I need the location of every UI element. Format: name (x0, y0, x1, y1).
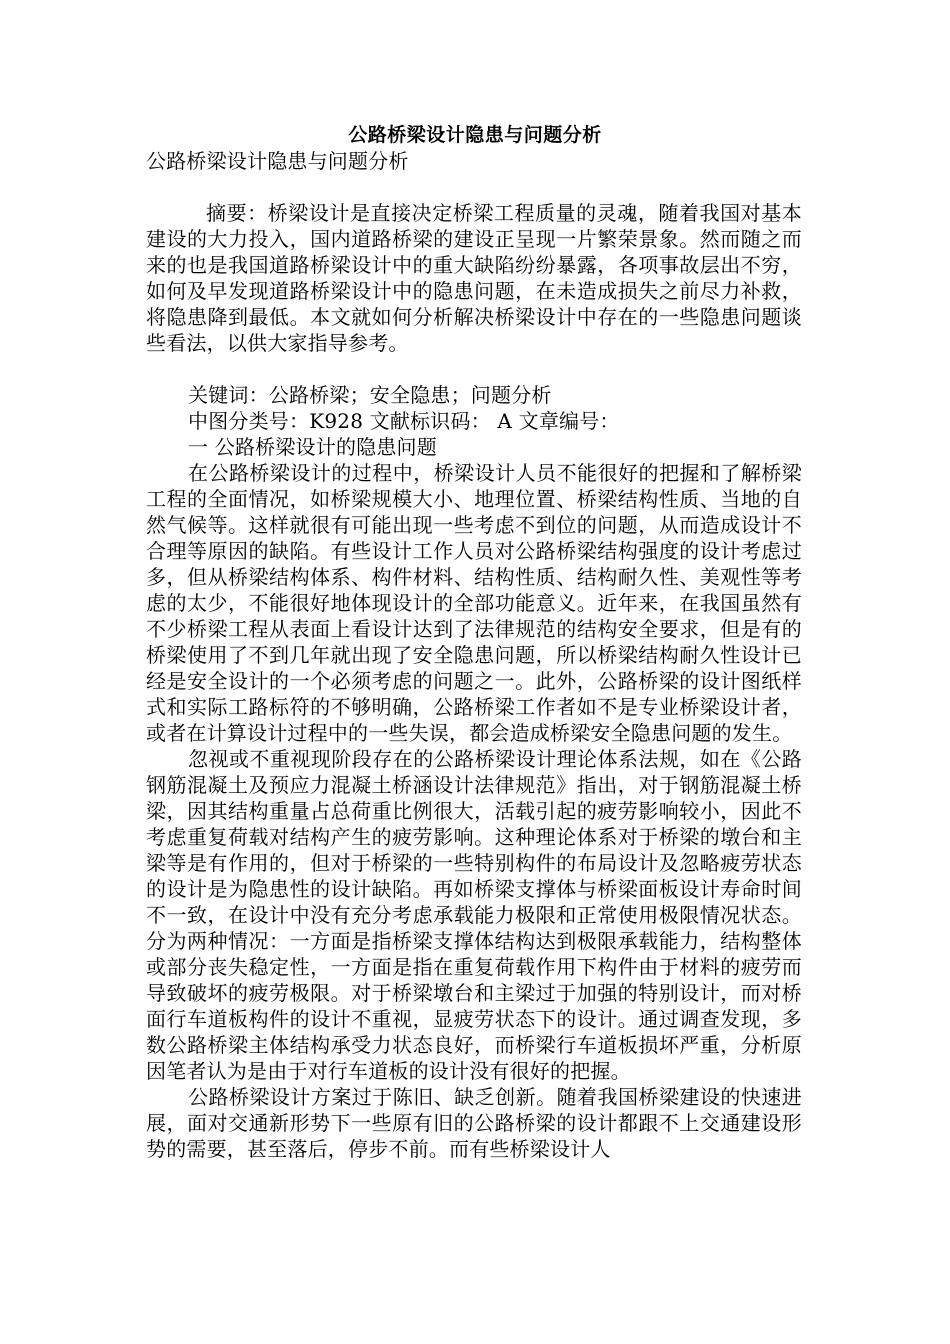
body-paragraph-3: 公路桥梁设计方案过于陈旧、缺乏创新。随着我国桥梁建设的快速进展，面对交通新形势下一些原有旧的公路桥梁的设计都跟不上交通建设形势的需要，甚至落后，停步不前。而有些桥梁设计人 (146, 1085, 802, 1161)
body-paragraph-2: 忽视或不重视现阶段存在的公路桥梁设计理论体系法规，如在《公路钢筋混凝土及预应力混凝土桥涵设计法律规范》指出，对于钢筋混凝土桥梁，因其结构重量占总荷重比例很大，活载引起的疲劳影响较小，因此不考虑重复荷载对结构产生的疲劳影响。这种理论体系对于桥梁的墩台和主梁等是有作用的，但对于桥梁的一些特别构件的布局设计及忽略疲劳状态的设计是为隐患性的设计缺陷。再如桥梁支撑体与桥梁面板设计寿命时间不一致，在设计中没有充分考虑承载能力极限和正常使用极限情况状态。分为两种情况：一方面是指桥梁支撑体结构达到极限承载能力，结构整体或部分丧失稳定性，一方面是指在重复荷载作用下构件由于材料的疲劳而导致破坏的疲劳极限。对于桥梁墩台和主梁过于加强的特别设计，而对桥面行车道板构件的设计不重视，显疲劳状态下的设计。通过调查发现，多数公路桥梁主体结构承受力状态良好，而桥梁行车道板损坏严重，分析原因笔者认为是由于对行车道板的设计没有很好的把握。 (146, 747, 802, 1083)
spacer (146, 174, 802, 200)
body-paragraph-1: 在公路桥梁设计的过程中，桥梁设计人员不能很好的把握和了解桥梁工程的全面情况，如桥梁规模大小、地理位置、桥梁结构性质、当地的自然气候等。这样就很有可能出现一些考虑不到位的问题，从而造成设计不合理等原因的缺陷。有些设计工作人员对公路桥梁结构强度的设计考虑过多，但从桥梁结构体系、构件材料、结构性质、结构耐久性、美观性等考虑的太少，不能很好地体现设计的全部功能意义。近年来，在我国虽然有不少桥梁工程从表面上看设计达到了法律规范的结构安全要求，但是有的桥梁使用了不到几年就出现了安全隐患问题，所以桥梁结构耐久性设计已经是安全设计的一个必须考虑的问题之一。此外，公路桥梁的设计图纸样式和实际工路标符的不够明确，公路桥梁工作者如不是专业桥梁设计者，或者在计算设计过程中的一些失误，都会造成桥梁安全隐患问题的发生。 (146, 461, 802, 745)
document-body (146, 148, 802, 1162)
document-title: 公路桥梁设计隐患与问题分析 (348, 124, 602, 146)
document-subtitle: 公路桥梁设计隐患与问题分析 (146, 149, 409, 173)
keywords-line: 关键词：公路桥梁；安全隐患；问题分析 (188, 383, 552, 407)
abstract-paragraph: 摘要：桥梁设计是直接决定桥梁工程质量的灵魂，随着我国对基本建设的大力投入，国内道路桥梁的建设正呈现一片繁荣景象。然而随之而来的也是我国道路桥梁设计中的重大缺陷纷纷暴露，各项事故层出不穷，如何及早发现道路桥梁设计中的隐患问题，在未造成损失之前尽力补救，将隐患降到最低。本文就如何分析解决桥梁设计中存在的一些隐患问题谈些看法，以供大家指导参考。 (146, 201, 802, 355)
classification-line: 中图分类号：K928 文献标识码： A 文章编号： (188, 409, 620, 433)
spacer (146, 356, 802, 382)
section-heading: 一 公路桥梁设计的隐患问题 (188, 435, 437, 459)
